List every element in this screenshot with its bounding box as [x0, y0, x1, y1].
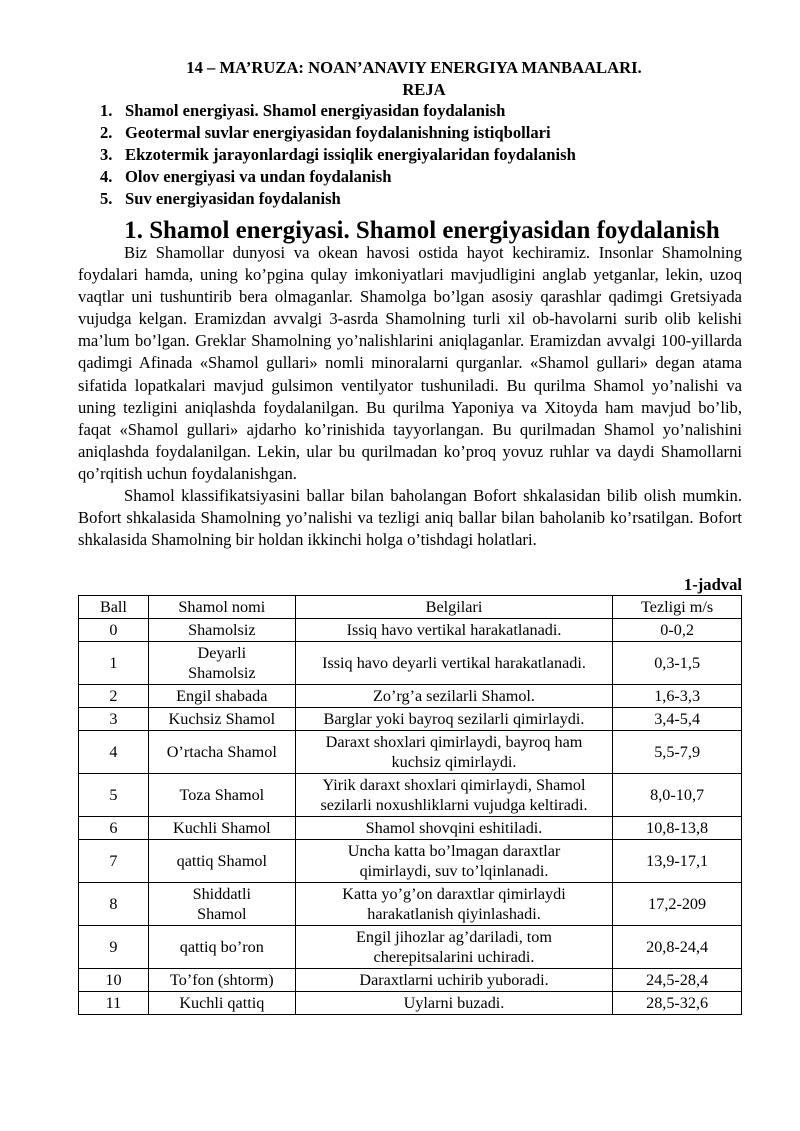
cell-speed: 17,2-209 [613, 883, 742, 926]
lecture-title: 14 – MA’RUZA: NOAN’ANAVIY ENERGIYA MANBAALARI. [186, 58, 642, 77]
cell-ball: 11 [79, 992, 149, 1015]
cell-signs: Engil jihozlar ag’dariladi, tom cherepitsalarini uchiradi. [295, 926, 613, 969]
table-row [79, 992, 742, 1015]
cell-speed: 28,5-32,6 [613, 992, 742, 1015]
plan-item [100, 100, 742, 122]
table-row [79, 731, 742, 774]
cell-signs: Zo’rg’a sezilarli Shamol. [295, 685, 613, 708]
plan-item [100, 144, 742, 166]
beaufort-table [78, 595, 742, 1015]
plan-item-text: Ekzotermik jarayonlardagi issiqlik energiyalaridan foydalanish [125, 145, 576, 164]
cell-ball: 9 [79, 926, 149, 969]
cell-signs: Issiq havo vertikal harakatlanadi. [295, 619, 613, 642]
cell-speed: 1,6-3,3 [613, 685, 742, 708]
cell-signs: Yirik daraxt shoxlari qimirlaydi, Shamol sezilarli noxushliklarni vujudga keltiradi. [295, 774, 613, 817]
column-header-ball: Ball [79, 596, 149, 619]
cell-ball: 3 [79, 708, 149, 731]
cell-wind-name: O’rtacha Shamol [148, 731, 295, 774]
plan-item-number: 5. [100, 189, 113, 208]
cell-speed: 8,0-10,7 [613, 774, 742, 817]
cell-wind-name: qattiq bo’ron [148, 926, 295, 969]
cell-wind-name: Kuchsiz Shamol [148, 708, 295, 731]
column-header-wind-name: Shamol nomi [148, 596, 295, 619]
cell-signs: Daraxtlarni uchirib yuboradi. [295, 969, 613, 992]
cell-signs: Uylarni buzadi. [295, 992, 613, 1015]
cell-ball: 6 [79, 817, 149, 840]
cell-wind-name: qattiq Shamol [148, 840, 295, 883]
plan-item-text: Geotermal suvlar energiyasidan foydalanishning istiqbollari [125, 123, 551, 142]
cell-wind-name: Shamolsiz [148, 619, 295, 642]
cell-wind-name: Shiddatli Shamol [148, 883, 295, 926]
cell-signs: Shamol shovqini eshitiladi. [295, 817, 613, 840]
plan-item-number: 1. [100, 101, 113, 120]
cell-ball: 4 [79, 731, 149, 774]
cell-speed: 3,4-5,4 [613, 708, 742, 731]
plan-item-number: 3. [100, 145, 113, 164]
cell-wind-name: To’fon (shtorm) [148, 969, 295, 992]
table-header-row [79, 596, 742, 619]
cell-wind-name: Engil shabada [148, 685, 295, 708]
plan-item-text: Suv energiyasidan foydalanish [125, 189, 341, 208]
table-row [79, 619, 742, 642]
cell-speed: 20,8-24,4 [613, 926, 742, 969]
plan-list [78, 100, 742, 210]
cell-ball: 2 [79, 685, 149, 708]
cell-wind-name: Kuchli Shamol [148, 817, 295, 840]
cell-ball: 1 [79, 642, 149, 685]
table-row [79, 969, 742, 992]
cell-speed: 13,9-17,1 [613, 840, 742, 883]
plan-item [100, 166, 742, 188]
table-row [79, 840, 742, 883]
cell-ball: 5 [79, 774, 149, 817]
plan-item-number: 2. [100, 123, 113, 142]
table-row [79, 883, 742, 926]
table-caption: 1-jadval [683, 575, 742, 595]
cell-signs: Uncha katta bo’lmagan daraxtlar qimirlaydi, suv to’lqinlanadi. [295, 840, 613, 883]
plan-item-number: 4. [100, 167, 113, 186]
cell-ball: 0 [79, 619, 149, 642]
cell-speed: 10,8-13,8 [613, 817, 742, 840]
body-paragraph: Shamol klassifikatsiyasini ballar bilan baholangan Bofort shkalasidan bilib olish mumkin. Bofort shkalasida Shamolning yo’nalishi va tezligi aniq ballar bilan baholanib ko’rsatilgan. Bofort shkalasida Shamolning bir holdan ikkinchi holga o’tishdagi holatlari. [78, 486, 742, 550]
cell-speed: 24,5-28,4 [613, 969, 742, 992]
plan-heading: REJA [402, 80, 446, 99]
table-row [79, 926, 742, 969]
cell-wind-name: Toza Shamol [148, 774, 295, 817]
section-title: 1. Shamol energiyasi. Shamol energiyasidan foydalanish [124, 217, 720, 244]
cell-signs: Barglar yoki bayroq sezilarli qimirlaydi. [295, 708, 613, 731]
table-row [79, 817, 742, 840]
plan-item [100, 122, 742, 144]
cell-wind-name: Kuchli qattiq [148, 992, 295, 1015]
document-page [78, 56, 742, 1015]
cell-signs: Issiq havo deyarli vertikal harakatlanadi. [295, 642, 613, 685]
plan-item-text: Shamol energiyasi. Shamol energiyasidan foydalanish [125, 101, 506, 120]
cell-signs: Katta yo’g’on daraxtlar qimirlaydi harakatlanish qiyinlashadi. [295, 883, 613, 926]
column-header-speed: Tezligi m/s [613, 596, 742, 619]
table-row [79, 685, 742, 708]
plan-item-text: Olov energiyasi va undan foydalanish [125, 167, 392, 186]
plan-item [100, 188, 742, 210]
cell-ball: 8 [79, 883, 149, 926]
table-row [79, 774, 742, 817]
cell-wind-name: Deyarli Shamolsiz [148, 642, 295, 685]
cell-speed: 5,5-7,9 [613, 731, 742, 774]
cell-signs: Daraxt shoxlari qimirlaydi, bayroq ham kuchsiz qimirlaydi. [295, 731, 613, 774]
column-header-signs: Belgilari [295, 596, 613, 619]
table-row [79, 642, 742, 685]
cell-ball: 10 [79, 969, 149, 992]
cell-ball: 7 [79, 840, 149, 883]
body-paragraph: Biz Shamollar dunyosi va okean havosi ostida hayot kechiramiz. Insonlar Shamolning foydalari hamda, uning ko’pgina qulay imkoniyatlari mavjudligini anglab yetganlar, lekin, uzoq vaqtlar uni tushuntirib bera olmaganlar. Shamolga bo’lgan asosiy qarashlar qadimgi Gretsiyada vujudga kelgan. Eramizdan avvalgi 3-asrda Shamolning turli xil ob-havolarni surib olib kelishi ma’lum bo’lgan. Greklar Shamolning yo’nalishlarini aniqlaganlar. Eramizdan avvalgi 100-yillarda qadimgi Afinada «Shamol gullari» nomli minoralarni qurganlar. «Shamol gullari» degan atama sifatida lopatkalari mavjud gulsimon ventilyator tushuniladi. Bu qurilma Shamol yo’nalishi va uning tezligini aniqlashda foydalanilgan. Bu qurilma Yaponiya va Xitoyda ham mavjud bo’lib, faqat «Shamol gullari» ajdarho ko’rinishida tayyorlangan. Bu qurilmadan Shamol yo’nalishini aniqlashda foydalanilgan. Lekin, ular bu qurilmadan ko’proq yovuz ruhlar va daydi Shamollarni qo’rqitish uchun foydalanishgan. [78, 243, 742, 483]
table-row [79, 708, 742, 731]
cell-speed: 0,3-1,5 [613, 642, 742, 685]
cell-speed: 0-0,2 [613, 619, 742, 642]
